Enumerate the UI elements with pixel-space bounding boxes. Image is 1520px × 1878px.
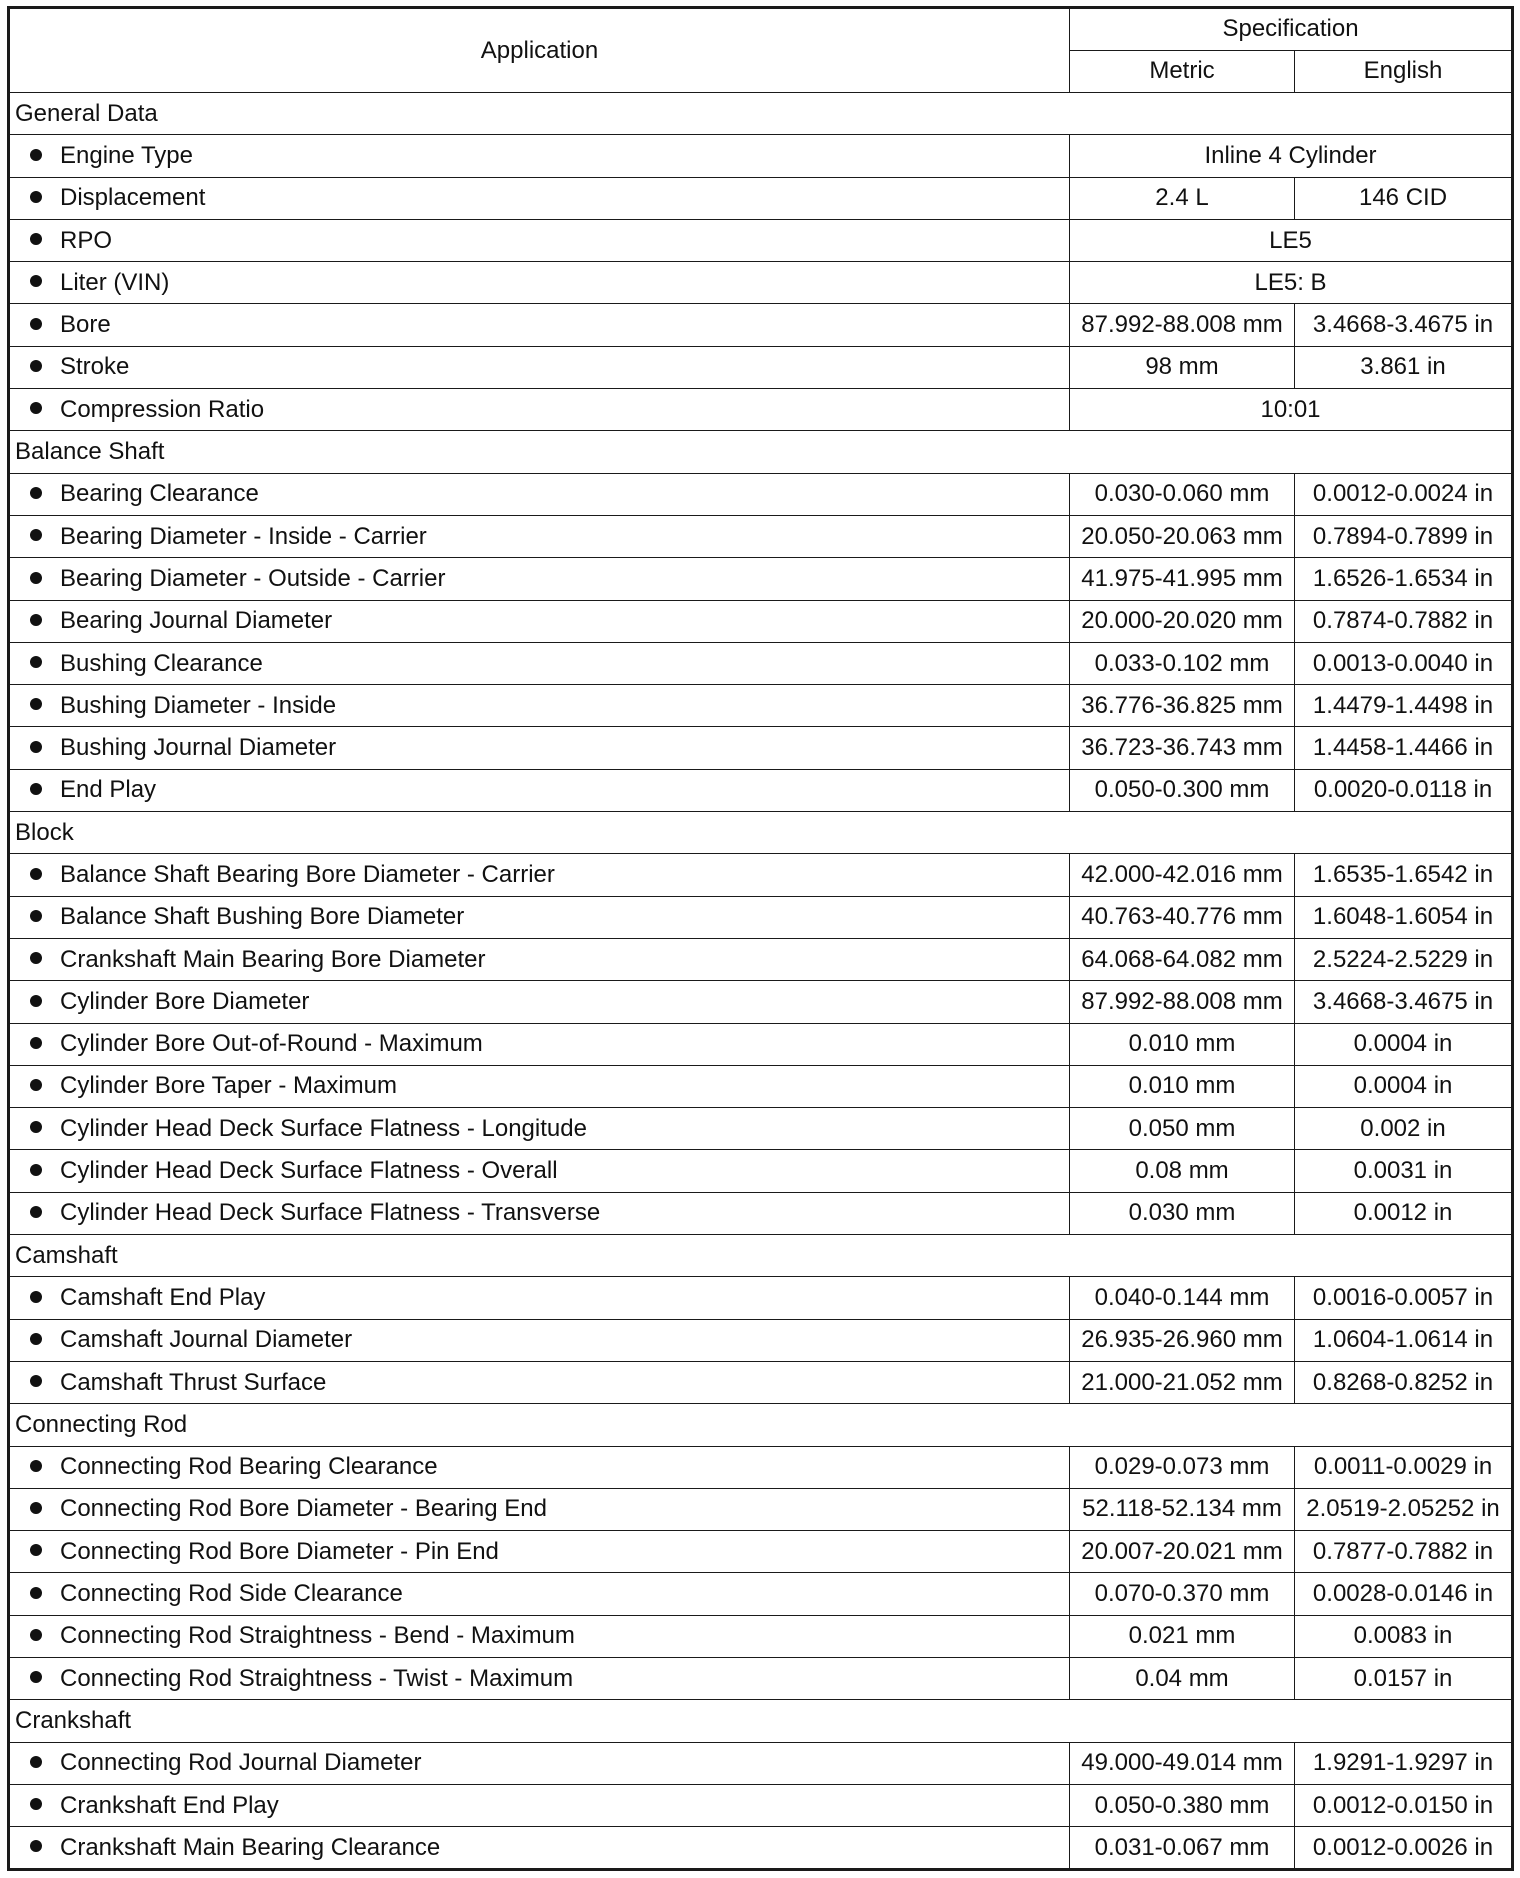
bullet-icon (30, 614, 42, 626)
bullet-icon (30, 1502, 42, 1514)
table-row (9, 1319, 1513, 1361)
section-title: Camshaft (9, 1235, 1513, 1277)
metric-value: 0.050-0.380 mm (1070, 1784, 1295, 1826)
table-row (9, 1827, 1513, 1870)
item-cell (9, 219, 1070, 261)
table-row (9, 1361, 1513, 1403)
english-value: 0.002 in (1295, 1108, 1513, 1150)
merged-value: 10:01 (1070, 389, 1513, 431)
item-label: Connecting Rod Straightness - Bend - Maximum (60, 1622, 575, 1650)
item-label: Balance Shaft Bearing Bore Diameter - Carrier (60, 860, 555, 888)
item-label: Compression Ratio (60, 395, 265, 423)
item-cell (9, 1488, 1070, 1530)
table-row (9, 854, 1513, 896)
metric-value: 36.776-36.825 mm (1070, 685, 1295, 727)
bullet-icon (30, 1629, 42, 1641)
english-value: 1.6535-1.6542 in (1295, 854, 1513, 896)
item-cell (9, 1065, 1070, 1107)
metric-value: 52.118-52.134 mm (1070, 1488, 1295, 1530)
english-value: 0.0004 in (1295, 1023, 1513, 1065)
english-value: 0.0031 in (1295, 1150, 1513, 1192)
section-row (9, 1700, 1513, 1742)
item-cell (9, 262, 1070, 304)
metric-value: 0.010 mm (1070, 1065, 1295, 1107)
item-label: Bearing Clearance (60, 480, 259, 508)
section-row (9, 812, 1513, 854)
item-cell (9, 1192, 1070, 1234)
english-value: 146 CID (1295, 177, 1513, 219)
table-row (9, 1531, 1513, 1573)
item-label: Balance Shaft Bushing Bore Diameter (60, 903, 465, 931)
bullet-icon (30, 572, 42, 584)
english-value: 3.861 in (1295, 346, 1513, 388)
section-row (9, 93, 1513, 135)
metric-value: 40.763-40.776 mm (1070, 896, 1295, 938)
bullet-icon (30, 1291, 42, 1303)
item-label: Crankshaft Main Bearing Clearance (60, 1833, 441, 1861)
item-label: Bushing Journal Diameter (60, 734, 337, 762)
bullet-icon (30, 1544, 42, 1556)
table-row (9, 1150, 1513, 1192)
table-row (9, 1108, 1513, 1150)
table-row (9, 1573, 1513, 1615)
table-row (9, 727, 1513, 769)
english-value: 0.0083 in (1295, 1615, 1513, 1657)
english-value: 0.0020-0.0118 in (1295, 769, 1513, 811)
section-row (9, 431, 1513, 473)
metric-value: 0.050-0.300 mm (1070, 769, 1295, 811)
section-title: General Data (9, 93, 1513, 135)
bullet-icon (30, 275, 42, 287)
item-label: Stroke (60, 353, 130, 381)
metric-value: 42.000-42.016 mm (1070, 854, 1295, 896)
header-english: English (1295, 50, 1513, 93)
metric-value: 87.992-88.008 mm (1070, 304, 1295, 346)
table-header (9, 8, 1513, 93)
item-cell (9, 558, 1070, 600)
item-cell (9, 600, 1070, 642)
bullet-icon (30, 1206, 42, 1218)
metric-value: 0.030 mm (1070, 1192, 1295, 1234)
metric-value: 36.723-36.743 mm (1070, 727, 1295, 769)
item-label: Bushing Clearance (60, 649, 263, 677)
english-value: 0.0028-0.0146 in (1295, 1573, 1513, 1615)
table-row (9, 515, 1513, 557)
bullet-icon (30, 1587, 42, 1599)
metric-value: 0.029-0.073 mm (1070, 1446, 1295, 1488)
bullet-icon (30, 487, 42, 499)
item-label: Camshaft Thrust Surface (60, 1368, 327, 1396)
item-cell (9, 854, 1070, 896)
item-cell (9, 1784, 1070, 1826)
item-cell (9, 473, 1070, 515)
section-title: Balance Shaft (9, 431, 1513, 473)
metric-value: 0.021 mm (1070, 1615, 1295, 1657)
table-row (9, 558, 1513, 600)
item-cell (9, 1573, 1070, 1615)
item-cell (9, 177, 1070, 219)
metric-value: 21.000-21.052 mm (1070, 1361, 1295, 1403)
table-row (9, 642, 1513, 684)
item-label: Bore (60, 311, 111, 339)
item-cell (9, 1615, 1070, 1657)
metric-value: 20.000-20.020 mm (1070, 600, 1295, 642)
header-metric: Metric (1070, 50, 1295, 93)
item-cell (9, 515, 1070, 557)
item-label: Connecting Rod Side Clearance (60, 1580, 403, 1608)
item-label: Connecting Rod Bore Diameter - Bearing End (60, 1495, 547, 1523)
metric-value: 0.010 mm (1070, 1023, 1295, 1065)
section-row (9, 1404, 1513, 1446)
item-label: Bearing Diameter - Inside - Carrier (60, 522, 427, 550)
english-value: 1.6526-1.6534 in (1295, 558, 1513, 600)
metric-value: 0.030-0.060 mm (1070, 473, 1295, 515)
metric-value: 0.070-0.370 mm (1070, 1573, 1295, 1615)
metric-value: 0.031-0.067 mm (1070, 1827, 1295, 1870)
section-row (9, 1235, 1513, 1277)
item-label: End Play (60, 776, 157, 804)
item-label: Connecting Rod Bore Diameter - Pin End (60, 1537, 499, 1565)
table-row (9, 769, 1513, 811)
metric-value: 20.007-20.021 mm (1070, 1531, 1295, 1573)
item-cell (9, 1531, 1070, 1573)
table-row (9, 1277, 1513, 1319)
bullet-icon (30, 783, 42, 795)
english-value: 0.0016-0.0057 in (1295, 1277, 1513, 1319)
bullet-icon (30, 1121, 42, 1133)
metric-value: 0.08 mm (1070, 1150, 1295, 1192)
item-label: Crankshaft End Play (60, 1791, 279, 1819)
header-application: Application (9, 8, 1070, 93)
english-value: 1.4458-1.4466 in (1295, 727, 1513, 769)
english-value: 0.0012-0.0026 in (1295, 1827, 1513, 1870)
english-value: 1.0604-1.0614 in (1295, 1319, 1513, 1361)
item-cell (9, 135, 1070, 177)
english-value: 2.0519-2.05252 in (1295, 1488, 1513, 1530)
metric-value: 20.050-20.063 mm (1070, 515, 1295, 557)
bullet-icon (30, 1671, 42, 1683)
merged-value: Inline 4 Cylinder (1070, 135, 1513, 177)
table-row (9, 1488, 1513, 1530)
english-value: 2.5224-2.5229 in (1295, 938, 1513, 980)
english-value: 0.7894-0.7899 in (1295, 515, 1513, 557)
bullet-icon (30, 656, 42, 668)
bullet-icon (30, 191, 42, 203)
english-value: 1.9291-1.9297 in (1295, 1742, 1513, 1784)
metric-value: 2.4 L (1070, 177, 1295, 219)
table-row (9, 1192, 1513, 1234)
metric-value: 64.068-64.082 mm (1070, 938, 1295, 980)
bullet-icon (30, 149, 42, 161)
bullet-icon (30, 1756, 42, 1768)
english-value: 0.8268-0.8252 in (1295, 1361, 1513, 1403)
spec-table (7, 6, 1514, 1871)
item-label: Cylinder Head Deck Surface Flatness - Transverse (60, 1199, 601, 1227)
bullet-icon (30, 910, 42, 922)
item-cell (9, 685, 1070, 727)
item-cell (9, 727, 1070, 769)
item-cell (9, 1657, 1070, 1699)
table-row (9, 389, 1513, 431)
item-label: Connecting Rod Bearing Clearance (60, 1453, 438, 1481)
item-label: Bearing Journal Diameter (60, 607, 333, 635)
section-title: Block (9, 812, 1513, 854)
item-label: Engine Type (60, 141, 193, 169)
bullet-icon (30, 360, 42, 372)
item-cell (9, 1319, 1070, 1361)
bullet-icon (30, 868, 42, 880)
table-row (9, 600, 1513, 642)
section-title: Crankshaft (9, 1700, 1513, 1742)
bullet-icon (30, 995, 42, 1007)
table-row (9, 262, 1513, 304)
table-row (9, 135, 1513, 177)
english-value: 0.0013-0.0040 in (1295, 642, 1513, 684)
item-label: Displacement (60, 184, 206, 212)
item-label: Connecting Rod Straightness - Twist - Maximum (60, 1664, 574, 1692)
header-specification: Specification (1070, 8, 1513, 51)
table-row (9, 473, 1513, 515)
metric-value: 0.033-0.102 mm (1070, 642, 1295, 684)
table-row (9, 177, 1513, 219)
table-row (9, 896, 1513, 938)
english-value: 0.7877-0.7882 in (1295, 1531, 1513, 1573)
bullet-icon (30, 1460, 42, 1472)
item-label: Crankshaft Main Bearing Bore Diameter (60, 945, 486, 973)
merged-value: LE5 (1070, 219, 1513, 261)
item-label: RPO (60, 226, 113, 254)
english-value: 0.0012-0.0150 in (1295, 1784, 1513, 1826)
item-cell (9, 304, 1070, 346)
bullet-icon (30, 318, 42, 330)
item-label: Cylinder Head Deck Surface Flatness - Overall (60, 1157, 558, 1185)
english-value: 0.7874-0.7882 in (1295, 600, 1513, 642)
item-cell (9, 1150, 1070, 1192)
bullet-icon (30, 402, 42, 414)
table-row (9, 1657, 1513, 1699)
item-label: Camshaft Journal Diameter (60, 1326, 353, 1354)
bullet-icon (30, 1798, 42, 1810)
bullet-icon (30, 1375, 42, 1387)
item-label: Camshaft End Play (60, 1283, 266, 1311)
bullet-icon (30, 1840, 42, 1852)
bullet-icon (30, 233, 42, 245)
table-row (9, 219, 1513, 261)
english-value: 3.4668-3.4675 in (1295, 304, 1513, 346)
metric-value: 41.975-41.995 mm (1070, 558, 1295, 600)
item-cell (9, 1023, 1070, 1065)
bullet-icon (30, 952, 42, 964)
metric-value: 0.050 mm (1070, 1108, 1295, 1150)
table-row (9, 685, 1513, 727)
table-row (9, 346, 1513, 388)
item-cell (9, 938, 1070, 980)
table-body (9, 93, 1513, 1870)
item-cell (9, 1827, 1070, 1870)
english-value: 0.0012-0.0024 in (1295, 473, 1513, 515)
item-cell (9, 896, 1070, 938)
item-cell (9, 1361, 1070, 1403)
item-label: Cylinder Bore Taper - Maximum (60, 1072, 397, 1100)
section-title: Connecting Rod (9, 1404, 1513, 1446)
english-value: 0.0011-0.0029 in (1295, 1446, 1513, 1488)
item-cell (9, 981, 1070, 1023)
table-row (9, 981, 1513, 1023)
english-value: 0.0157 in (1295, 1657, 1513, 1699)
metric-value: 49.000-49.014 mm (1070, 1742, 1295, 1784)
table-row (9, 1065, 1513, 1107)
item-cell (9, 1446, 1070, 1488)
item-cell (9, 1108, 1070, 1150)
table-row (9, 1615, 1513, 1657)
english-value: 3.4668-3.4675 in (1295, 981, 1513, 1023)
item-label: Cylinder Bore Out-of-Round - Maximum (60, 1030, 483, 1058)
metric-value: 0.040-0.144 mm (1070, 1277, 1295, 1319)
item-cell (9, 642, 1070, 684)
bullet-icon (30, 1164, 42, 1176)
bullet-icon (30, 529, 42, 541)
table-row (9, 304, 1513, 346)
item-cell (9, 769, 1070, 811)
item-label: Bearing Diameter - Outside - Carrier (60, 564, 446, 592)
table-row (9, 1446, 1513, 1488)
english-value: 1.6048-1.6054 in (1295, 896, 1513, 938)
bullet-icon (30, 1079, 42, 1091)
english-value: 0.0012 in (1295, 1192, 1513, 1234)
english-value: 1.4479-1.4498 in (1295, 685, 1513, 727)
item-cell (9, 346, 1070, 388)
english-value: 0.0004 in (1295, 1065, 1513, 1107)
bullet-icon (30, 741, 42, 753)
table-row (9, 1023, 1513, 1065)
item-label: Cylinder Bore Diameter (60, 987, 310, 1015)
merged-value: LE5: B (1070, 262, 1513, 304)
bullet-icon (30, 698, 42, 710)
metric-value: 98 mm (1070, 346, 1295, 388)
metric-value: 0.04 mm (1070, 1657, 1295, 1699)
table-row (9, 1742, 1513, 1784)
item-label: Cylinder Head Deck Surface Flatness - Longitude (60, 1114, 587, 1142)
bullet-icon (30, 1037, 42, 1049)
item-label: Bushing Diameter - Inside (60, 691, 337, 719)
item-label: Connecting Rod Journal Diameter (60, 1749, 422, 1777)
item-cell (9, 1742, 1070, 1784)
table-row (9, 1784, 1513, 1826)
table-row (9, 938, 1513, 980)
item-cell (9, 1277, 1070, 1319)
item-cell (9, 389, 1070, 431)
metric-value: 26.935-26.960 mm (1070, 1319, 1295, 1361)
metric-value: 87.992-88.008 mm (1070, 981, 1295, 1023)
item-label: Liter (VIN) (60, 268, 170, 296)
bullet-icon (30, 1333, 42, 1345)
